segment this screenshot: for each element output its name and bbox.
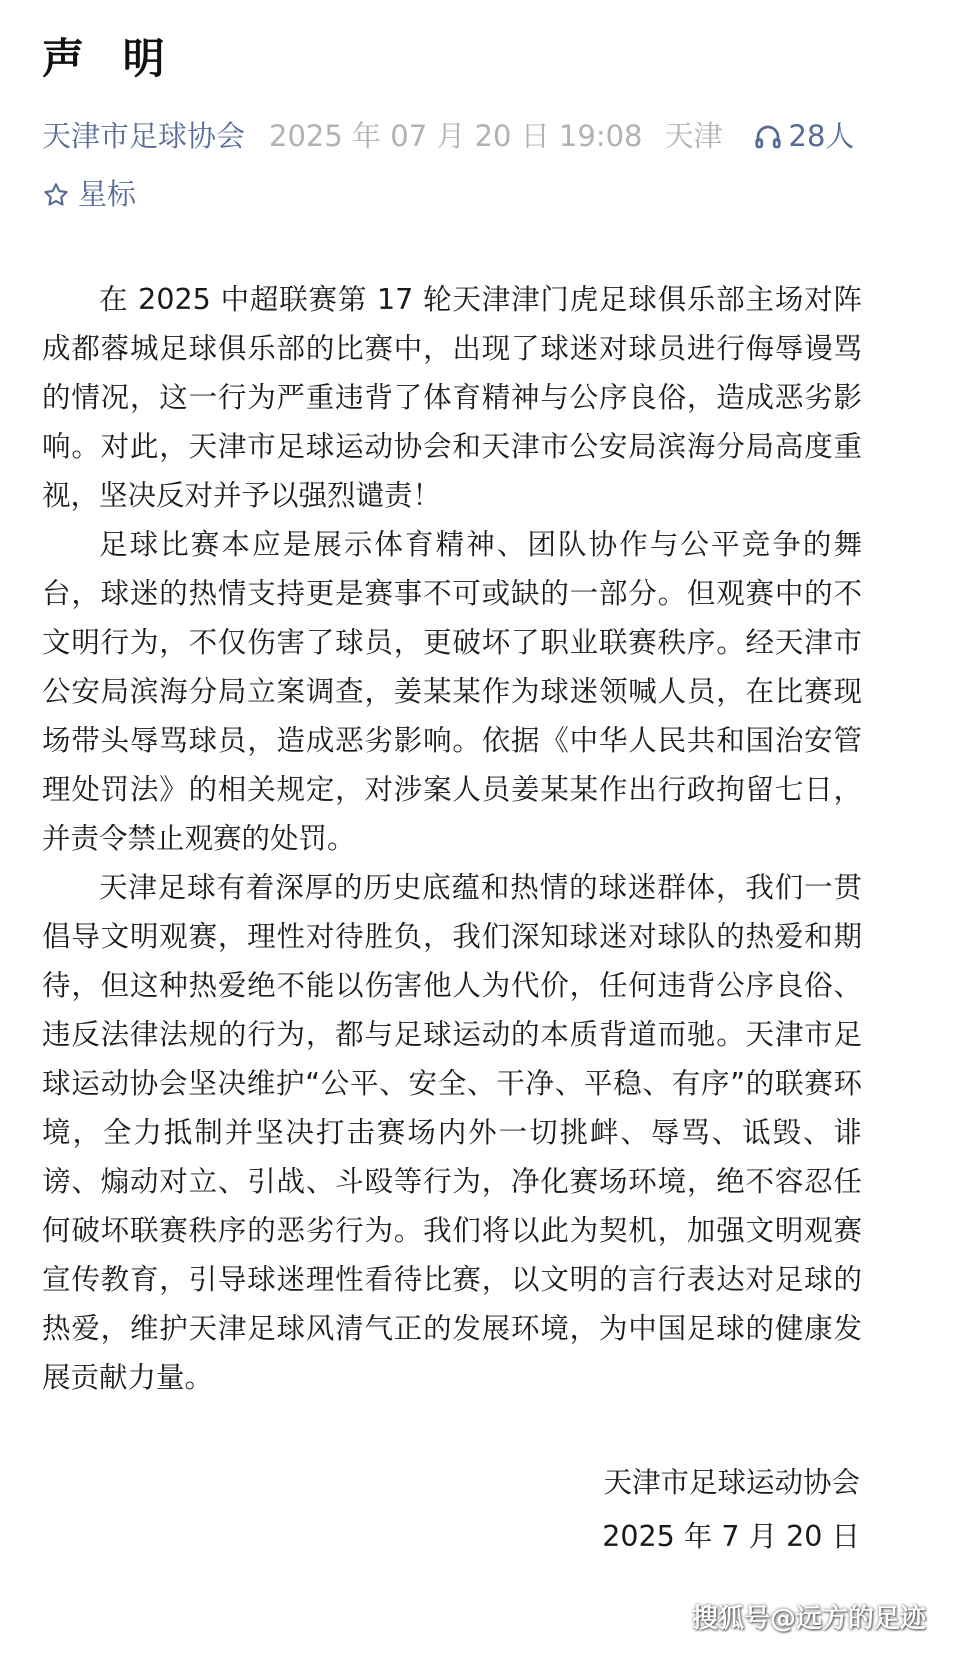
- star-icon: [42, 181, 70, 209]
- star-label: 星标: [78, 177, 137, 211]
- article-body: [42, 275, 862, 1402]
- publish-time: 2025 年 07 月 20 日 19:08: [269, 119, 643, 153]
- account-name-link[interactable]: 天津市足球协会: [42, 119, 246, 153]
- listen-count: 28人: [788, 119, 855, 153]
- signature-date: 2025 年 7 月 20 日: [602, 1520, 860, 1553]
- article-meta: [42, 118, 854, 156]
- paragraph: 在 2025 中超联赛第 17 轮天津津门虎足球俱乐部主场对阵成都蓉城足球俱乐部的比赛中，出现了球迷对球员进行侮辱谩骂的情况，这一行为严重违背了体育精神与公序良俗，造成恶劣影响。对此，天津市足球运动协会和天津市公安局滨海分局高度重视，坚决反对并予以强烈谴责！: [42, 283, 862, 512]
- article-title: 声 明: [42, 34, 177, 83]
- signature-organization: 天津市足球运动协会: [603, 1466, 860, 1499]
- listen-button[interactable]: [753, 118, 855, 156]
- paragraph: 足球比赛本应是展示体育精神、团队协作与公平竞争的舞台，球迷的热情支持更是赛事不可或缺的一部分。但观赛中的不文明行为，不仅伤害了球员，更破坏了职业联赛秩序。经天津市公安局滨海分局立案调查，姜某某作为球迷领喊人员，在比赛现场带头辱骂球员，造成恶劣影响。依据《中华人民共和国治安管理处罚法》的相关规定，对涉案人员姜某某作出行政拘留七日，并责令禁止观赛的处罚。: [42, 528, 862, 855]
- headphones-icon: [753, 122, 783, 152]
- star-button[interactable]: [42, 176, 136, 214]
- publish-location: 天津: [664, 119, 723, 153]
- paragraph: 天津足球有着深厚的历史底蕴和热情的球迷群体，我们一贯倡导文明观赛，理性对待胜负，我们深知球迷对球队的热爱和期待，但这种热爱绝不能以伤害他人为代价，任何违背公序良俗、违反法律法规的行为，都与足球运动的本质背道而驰。天津市足球运动协会坚决维护“公平、安全、干净、平稳、有序”的联赛环境，全力抵制并坚决打击赛场内外一切挑衅、辱骂、诋毁、诽谤、煽动对立、引战、斗殴等行为，净化赛场环境，绝不容忍任何破坏联赛秩序的恶劣行为。我们将以此为契机，加强文明观赛宣传教育，引导球迷理性看待比赛，以文明的言行表达对足球的热爱，维护天津足球风清气正的发展环境，为中国足球的健康发展贡献力量。: [42, 871, 862, 1394]
- watermark: 搜狐号@远方的足迹: [691, 1604, 926, 1634]
